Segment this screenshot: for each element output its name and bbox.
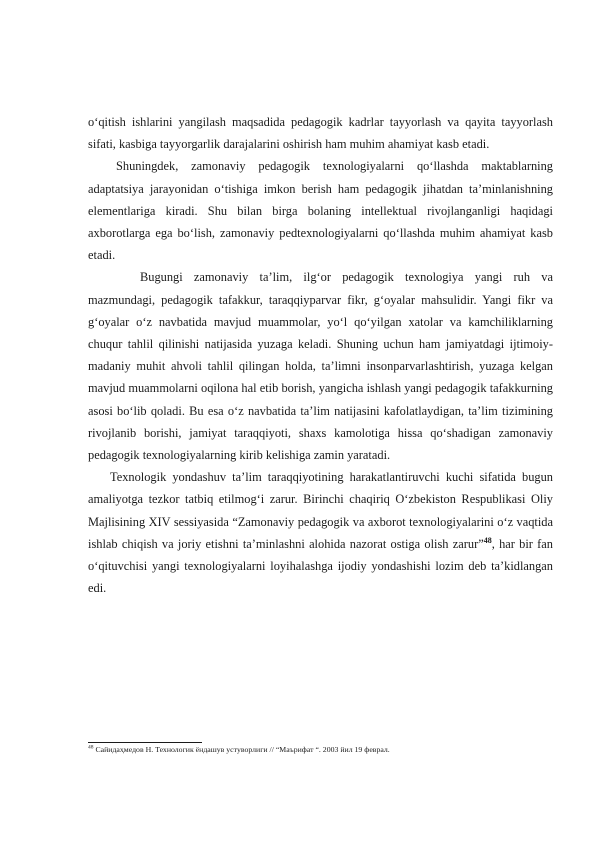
paragraph-text-before-ref: Texnologik yondashuv ta’lim taraqqiyotining harakatlantiruvchi kuchi sifatida bugun amaliyotga tezkor tatbiq etilmog‘i zarur. Birinchi chaqiriq O‘zbekiston Respublikasi Oliy Majlisining XIV sessiyasida “Zamonaviy pedagogik va axborot texnologiyalarini o‘z vaqtida ishlab chiqish va joriy etishni ta’minlashni alohida nazorat ostiga olish zarur”: [88, 470, 553, 551]
footnote-reference[interactable]: 48: [483, 535, 492, 545]
paragraph-continuation: o‘qitish ishlarini yangilash maqsadida pedagogik kadrlar tayyorlash va qayita tayyorlash sifati, kasbiga tayyorgarlik darajalarini oshirish ham muhim ahamiyat kasb etadi.: [88, 115, 553, 152]
document-body: [88, 111, 553, 599]
paragraph-technological-approach: [88, 466, 553, 599]
footnote: [88, 744, 390, 755]
footnote-text: Сайидаҳмедов Н. Технологик ёндашув устуворлиги // “Маърифат “. 2003 йил 19 феврал.: [93, 745, 390, 754]
paragraph-modern-education: Bugungi zamonaviy ta’lim, ilg‘or pedagogik texnologiya yangi ruh va mazmundagi, pedagogik tafakkur, taraqqiyparvar fikr, g‘oyalar mahsulidir. Yangi fikr va g‘oyalar o‘z navbatida mavjud muammolar, yo‘l qo‘yilgan xatolar va kamchiliklarning chuqur tahlil qilinishi natijasida yuzaga keladi. Shuning uchun ham jamiyatdagi ijtimoiy-madaniy muhit ahvoli tahlil qilingan holda, ta’limni insonparvarlashtirish, yuzaga kelgan mavjud muammolarni oqilona hal etib borish, yangicha ishlash yangi pedagogik tafakkurning asosi bo‘lib qoladi. Bu esa o‘z navbatida ta’lim natijasini kafolatlaydigan, ta’lim tizimining rivojlanib borishi, jamiyat taraqqiyoti, shaxs kamolotiga hissa qo‘shadigan zamonaviy pedagogik texnologiyalarning kirib kelishiga zamin yaratadi.: [88, 270, 553, 463]
paragraph-text-after-ref: , har bir fan o‘qituvchisi yangi texnologiyalarni loyihalashga ijodiy yondashishi lozim deb ta’kidlangan edi.: [88, 536, 554, 596]
footnote-separator: [88, 742, 202, 743]
footnote-number: 48: [88, 744, 94, 751]
paragraph-pedagogical-support: Shuningdek, zamonaviy pedagogik texnologiyalarni qo‘llashda maktablarning adaptatsiya jarayonidan o‘tishiga imkon berish ham pedagogik jihatdan ta’minlanishning elementlariga kiradi. Shu bilan birga bolaning intellektual rivojlanganligi haqidagi axborotlarga ega bo‘lish, zamonaviy pedtexnologiyalarni qo‘llashda muhim ahamiyat kasb etadi.: [88, 159, 553, 263]
